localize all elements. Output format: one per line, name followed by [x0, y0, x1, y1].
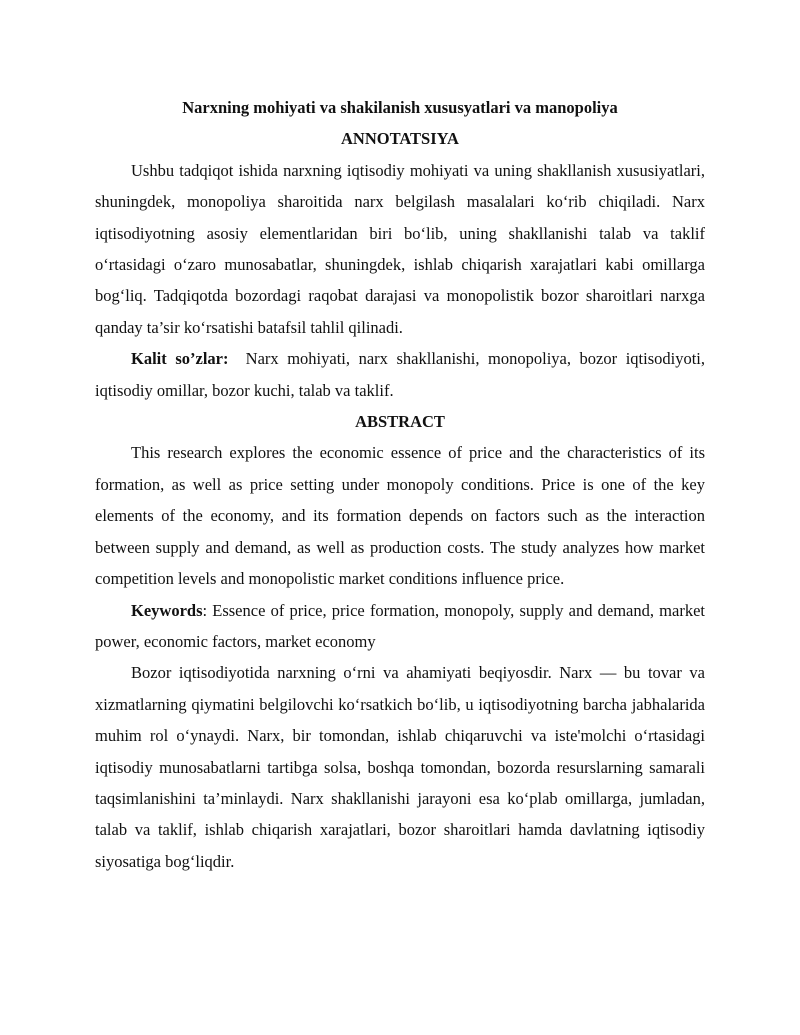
annotation-keywords: [95, 343, 710, 406]
annotation-keywords-label: Kalit so’zlar:: [131, 349, 229, 369]
paper-title: Narxning mohiyati va shakilanish xususyatlari va manopoliya: [182, 98, 618, 117]
abstract-paragraph: This research explores the economic essence of price and the characteristics of its formation, as well as price setting under monopoly conditions. Price is one of the key elements of the economy, and its formation depends on factors such as the interaction between supply and demand, as well as production costs. The study analyzes how market competition levels and monopolistic market conditions influence price.: [95, 443, 705, 589]
annotation-keywords-text: Narx mohiyati, narx shakllanishi, monopoliya, bozor iqtisodiyoti, iqtisodiy omillar, bozor kuchi, talab va taklif.: [95, 349, 710, 400]
document-page: [95, 92, 710, 877]
abstract-keywords: [95, 595, 705, 658]
annotation-paragraph: Ushbu tadqiqot ishida narxning iqtisodiy mohiyati va uning shakllanish xususiyatlari, shuningdek, monopoliya sharoitida narx belgilash masalalari ko‘rib chiqiladi. Narx iqtisodiyotning asosiy elementlaridan biri bo‘lib, uning shakllanishi talab va taklif o‘rtasidagi o‘zaro munosabatlar, shuningdek, ishlab chiqarish xarajatlari kabi omillarga bog‘liq. Tadqiqotda bozordagi raqobat darajasi va monopolistik bozor sharoitlari narxga qanday ta’sir ko‘rsatishi batafsil tahlil qilinadi.: [95, 160, 705, 337]
abstract-keywords-text: : Essence of price, price formation, monopoly, supply and demand, market power, economic factors, market economy: [95, 600, 705, 651]
intro-paragraph: Bozor iqtisodiyotida narxning o‘rni va ahamiyati beqiyosdir. Narx — bu tovar va xizmatlarning qiymatini belgilovchi ko‘rsatkich bo‘lib, u iqtisodiyotning barcha jabhalarida muhim rol o‘ynaydi. Narx, bir tomondan, ishlab chiqaruvchi va iste'molchi o‘rtasidagi iqtisodiy munosabatlarni tartibga solsa, boshqa tomondan, bozorda resurslarning samarali taqsimlanishini ta’minlaydi. Narx shakllanishi jarayoni esa ko‘plab omillarga, jumladan, talab va taklif, ishlab chiqarish xarajatlari, bozor sharoitlari hamda davlatning iqtisodiy siyosatiga bog‘liqdir.: [95, 663, 705, 871]
abstract-heading: ABSTRACT: [355, 412, 445, 432]
abstract-keywords-label: Keywords: [131, 600, 203, 620]
annotation-heading: ANNOTATSIYA: [341, 129, 459, 149]
